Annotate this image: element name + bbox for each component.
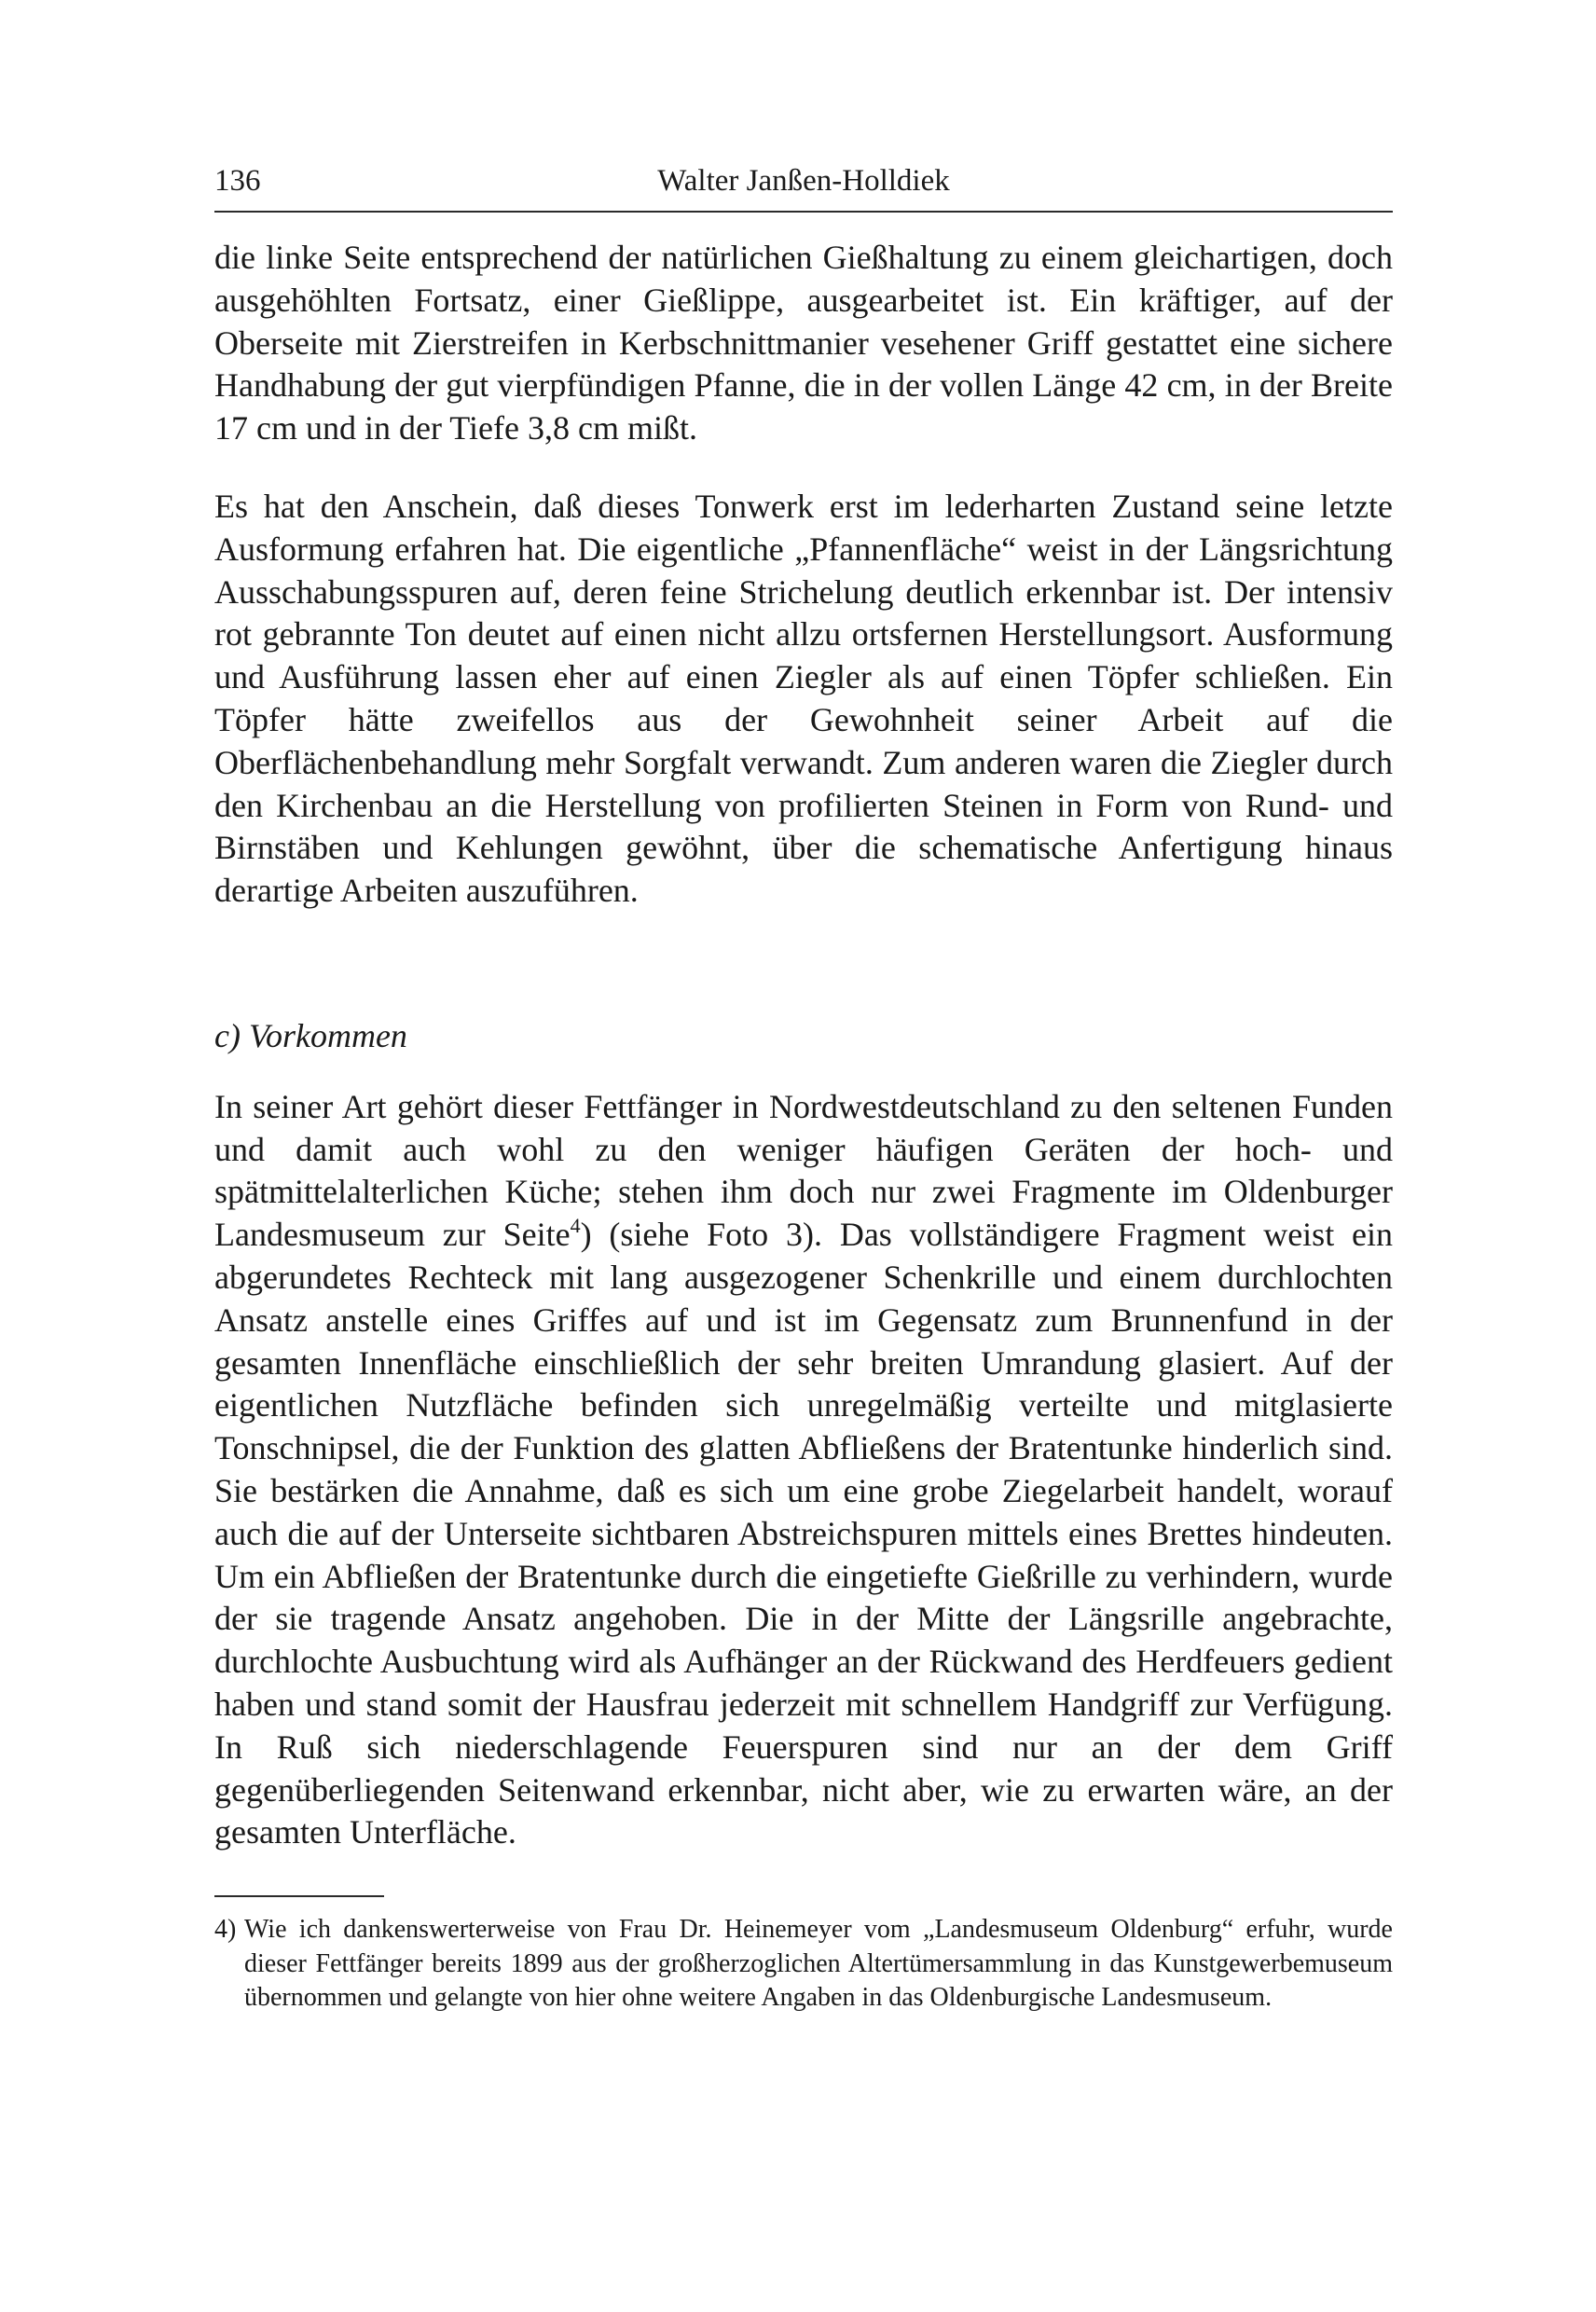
paragraph-3-text-rest: ) (siehe Foto 3). Das vollständigere Fragment weist ein abgerundetes Rechteck mit lang ausgezogener Schenkrille und einem durchlochten Ansatz anstelle eines Griffes auf und ist im Gegensatz zum Brunnenfund in der gesamten Innenfläche einschließlich der sehr breiten Umrandung glasiert. Auf der eigentlichen Nutzfläche befinden sich unregelmäßig verteilte und mitglasierte Tonschnipsel, die der Funktion des glatten Abfließens der Bratentunke hinderlich sind. Sie bestärken die Annahme, daß es sich um eine grobe Ziegelarbeit handelt, worauf auch die auf der Unterseite sichtbaren Abstreichspuren mittels eines Brettes hindeuten. Um ein Abfließen der Bratentunke durch die eingetiefte Gießrille zu verhindern, wurde der sie tragende Ansatz angehoben. Die in der Mitte der Längsrille angebrachte, durchlochte Ausbuchtung wird als Aufhänger an der Rückwand des Herdfeuers gedient haben und stand somit der Hausfrau jederzeit mit schnellem Handgriff zur Verfügung. In Ruß sich niederschlagende Feuerspuren sind nur an der dem Griff gegenüberliegenden Seitenwand erkennbar, nicht aber, wie zu erwarten wäre, an der gesamten Unterfläche. (214, 1216, 1394, 1851)
running-header (214, 158, 1393, 213)
footnote-text: Wie ich dankenswerterweise von Frau Dr. Heinemeyer vom „Landesmuseum Oldenburg“ erfuhr, wurde dieser Fettfänger bereits 1899 aus der großherzoglichen Altertümersammlung in das Kunstgewerbemuseum übernommen und gelangte von hier ohne weitere Angaben in das Oldenburgische Landesmuseum. (244, 1915, 1393, 2012)
paragraph-2: Es hat den Anschein, daß dieses Tonwerk erst im lederharten Zustand seine letzte Ausformung erfahren hat. Die eigentliche „Pfannenfläche“ weist in der Längsrichtung Ausschabungsspuren auf, deren feine Strichelung deutlich erkennbar ist. Der intensiv rot gebrannte Ton deutet auf einen nicht allzu ortsfernen Herstellungsort. Ausformung und Ausführung lassen eher auf einen Ziegler als auf einen Töpfer schließen. Ein Töpfer hätte zweifellos aus der Gewohnheit seiner Arbeit auf die Oberflächenbehandlung mehr Sorgfalt verwandt. Zum anderen waren die Ziegler durch den Kirchenbau an die Herstellung von profilierten Steinen in Form von Rund- und Birnstäben und Kehlungen gewöhnt, über die schematische Anfertigung hinaus derartige Arbeiten auszuführen. (214, 487, 1393, 910)
paragraph-3-text-start: In seiner Art gehört dieser Fettfänger in Nordwestdeutschland zu den seltenen Funden und damit auch wohl zu den weniger häufigen Geräten der hoch- und spätmittelalterlichen Küche; stehen ihm doch nur zwei Fragmente im Oldenburger Landesmuseum zur Seite (214, 1087, 1393, 1254)
section-heading: c) Vorkommen (214, 1016, 407, 1054)
footnote-marker: 4) (214, 1915, 237, 1944)
running-title: Walter Janßen-Holldiek (657, 164, 950, 198)
footnote-reference[interactable]: 4 (570, 1214, 581, 1238)
body-text (214, 237, 1393, 1854)
footnote (214, 1913, 1393, 2016)
paragraph-3 (214, 1086, 1393, 1854)
paragraph-1: die linke Seite entsprechend der natürlichen Gießhaltung zu einem gleichartigen, doch ausgehöhlten Fortsatz, einer Gießlippe, ausgearbeitet ist. Ein kräftiger, auf der Oberseite mit Zierstreifen in Kerbschnittmanier vesehener Griff gestattet eine sichere Handhabung der gut vierpfündigen Pfanne, die in der vollen Länge 42 cm, in der Breite 17 cm und in der Tiefe 3,8 cm mißt. (214, 239, 1393, 447)
footnote-divider (214, 1895, 384, 1897)
page-number: 136 (214, 164, 261, 198)
